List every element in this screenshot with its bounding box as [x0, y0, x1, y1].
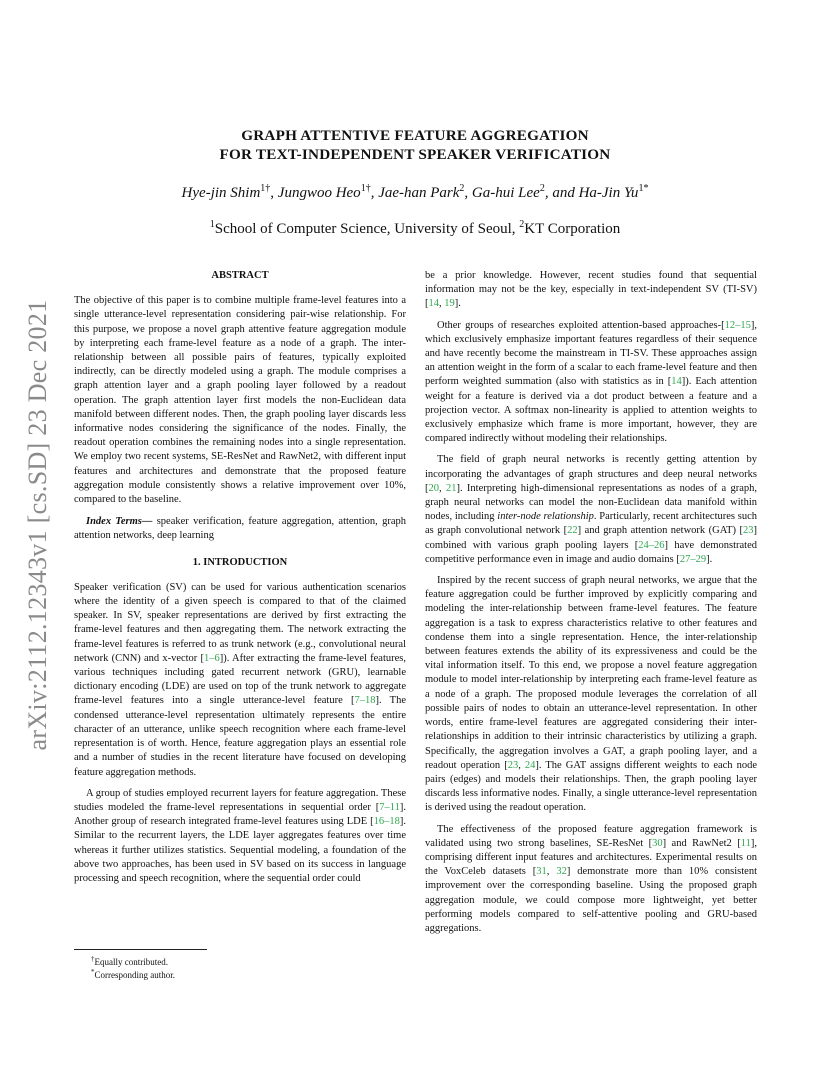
citation-link[interactable]: 19: [444, 298, 455, 310]
citation-link[interactable]: 7–11: [379, 801, 400, 813]
body-paragraph: The field of graph neural networks is recently getting attention by incorporating the advantages of graph structures and deep neural networks [20, 21]. Interpreting high-dimensional representations as nodes of a graph, graph neural networks can model the non-Euclidean data manifold within nodes, including inter-node relationship. Particularly, recent architectures such as graph convolutional network [22] and graph attention network (GAT) [23] combined with various graph pooling layers [24–26] have demonstrated competitive performance even in image and audio domains [27–29].: [425, 454, 758, 565]
affiliation-name: School of Computer Science, University of Seoul: [214, 221, 512, 237]
citation-link[interactable]: 22: [567, 525, 578, 537]
citation-link[interactable]: 24: [524, 759, 536, 771]
citation-link[interactable]: 1–6: [204, 652, 220, 664]
citation-link[interactable]: 16–18: [373, 816, 400, 828]
footnote-text: Equally contributed.: [94, 957, 168, 967]
body-paragraph: be a prior knowledge. However, recent studies found that sequential information may not be the key, especially in text-independent SV (TI-SV) [14, 19].: [425, 270, 757, 310]
intro-right-body: [425, 269, 757, 936]
citation-link[interactable]: 14: [671, 376, 682, 388]
affiliation-name: KT Corporation: [524, 221, 621, 237]
index-terms: [74, 515, 406, 543]
author-name: Jae-han Park: [378, 185, 460, 201]
author-separator: , and: [544, 185, 579, 201]
citation-link[interactable]: 12–15: [724, 319, 751, 331]
body-paragraph: The effectiveness of the proposed feature aggregation framework is validated using two strong baselines, SE-ResNet [30] and RawNet2 [11], comprising different input features and architectures. Experimental results on the VoxCeleb datasets [31, 32] demonstrate more than 10% consistent improvement over the corresponding baseline. Using the proposed graph aggregation module, we could compose more lightweight, yet better performing models compared to self-attentive pooling and GRU-based aggregations.: [425, 823, 757, 934]
citation-link[interactable]: 23: [507, 759, 519, 771]
footnote-mark: †: [91, 955, 95, 963]
citation-link[interactable]: 30: [652, 837, 663, 849]
author-separator: ,: [464, 185, 472, 201]
affiliations: [74, 215, 756, 239]
author-mark: 2: [539, 183, 545, 194]
citation-link[interactable]: 27–29: [679, 553, 707, 565]
footnote-rule: [74, 949, 207, 950]
author-separator: ,: [270, 185, 278, 201]
author-mark: 2: [459, 183, 465, 194]
abstract-heading: ABSTRACT: [211, 270, 269, 281]
intro-heading: 1. INTRODUCTION: [192, 556, 288, 568]
right-column: [425, 269, 757, 936]
affiliation-separator: ,: [511, 221, 520, 237]
body-paragraph: Other groups of researches exploited attention-based approaches-[12–15], which exclusively emphasize important features regardless of their sequence and have recently become the mainstream in TI-SV. These approaches assign an attention weight in the form of a scalar to each frame-level feature and then perform weighted summation (also with statistics as in [14]). Each attention weight for a feature is derived via a dot product between a feature and a projection vector. A softmax non-linearity is applied to attention weights to exclusively emphasize which frame is more important, however, they are compared indirectly without modeling their relationships.: [425, 319, 757, 445]
author-mark: 1†: [360, 183, 371, 194]
body-paragraph: Inspired by the recent success of graph neural networks, we argue that the feature aggregation could be further improved by explicitly comparing and modeling the inter-relationship between frame-level features. The feature aggregation is a task to express characteristics relative to other features and condense them into a single representation. Hence, the inter-relationship between features extends the ability of its expressiveness and could be the vital information itself. To this end, we propose a novel feature aggregation module to model inter-relationship by interpreting each frame-level feature as a node of a graph. The proposed module leverages the correlation of all possible pairs of nodes to obtain an utterance-level representation. In other words, entire frame-level features are aggregated considering their inter-relationships in addition to their intrinsic characteristics by utilizing a graph. Specifically, the aggregation involves a GAT, a graph pooling layer, and a readout operation [23, 24]. The GAT assigns different weights to each node pairs (edges) and models their relationships. Then, the graph pooling layer discards less informative nodes. Finally, a single utterance-level representation is derived using the readout operation.: [425, 575, 758, 814]
paper-title-line-1: GRAPH ATTENTIVE FEATURE AGGREGATION: [241, 127, 589, 144]
citation-link[interactable]: 20: [428, 482, 439, 494]
body-paragraph: Speaker verification (SV) can be used for various authentication scenarios where the identity of a given speech is compared to that of the claimed speaker. In SV, speaker representations are derived by first extracting the frame-level features and then aggregating them. The network extracting the frame-level features is referred to as trunk network (e.g., convolutional neural network (CNN) and x-vector [1–6]). After extracting the frame-level features, various techniques including gated recurrent network (GRU), learnable dictionary encoding (LDE) are used on top of the trunk network to aggregate frame-level features into a single utterance-level feature [7–18]. The condensed utterance-level representation ultimately represents the entire character of an utterance, unlike speech recognition where each frame-level representation is of worth. Hence, feature aggregation plays an essential role and a number of studies in the recent literature have focused on developing feature aggregation methods.: [74, 581, 406, 778]
citation-link[interactable]: 11: [740, 837, 751, 849]
author-mark: 1†: [260, 183, 271, 194]
citation-link[interactable]: 31: [536, 866, 547, 878]
body-paragraph: A group of studies employed recurrent layers for feature aggregation. These studies modeled the frame-level representations in sequential order [7–11]. Another group of research integrated frame-level features using LDE [16–18]. Similar to the recurrent layers, the LDE layer aggregates features over time whereas it further utilizes statistics. Sequential modeling, a foundation of the above two approaches, has been used in SV based on its success in language processing and speech recognition, where the sequential order could: [74, 787, 406, 884]
author-list: [74, 179, 756, 203]
footnote-corresponding-author: [91, 966, 175, 981]
citation-link[interactable]: 21: [445, 482, 457, 494]
author-separator: ,: [370, 185, 379, 201]
paper-title-line-2: FOR TEXT-INDEPENDENT SPEAKER VERIFICATION: [219, 146, 611, 163]
arxiv-stamp: [18, 290, 58, 760]
citation-link[interactable]: 14: [428, 298, 439, 310]
abstract-text: The objective of this paper is to combine multiple frame-level features into a single utterance-level representation considering pair-wise relationship. For this purpose, we propose a novel graph attentive feature aggregation module by interpreting each frame-level feature as a node of a graph. The inter-relationship between all possible pairs of features, typically exploited indirectly, can be directly modeled using a graph. The module comprises a graph attention layer and a graph pooling layer followed by a readout operation. The graph attention layer first models the non-Euclidean data manifold between different nodes. Then, the graph pooling layer discards less informative nodes considering the significance of the nodes. Finally, the readout operation combines the remaining nodes into a single representation. We employ two recent systems, SE-ResNet and RawNet2, with different input features and architectures and demonstrate that the proposed feature aggregation module consistently shows a relative improvement over 10%, compared to the baseline.: [74, 295, 406, 506]
author-name: Ha-Jin Yu: [578, 185, 639, 201]
author-name: Ga-hui Lee: [471, 185, 540, 201]
author-name: Jungwoo Heo: [277, 185, 361, 201]
left-column: [74, 269, 406, 886]
affiliation-mark: 2: [519, 219, 525, 230]
emphasized-text: inter-node relationship: [497, 511, 594, 523]
arxiv-stamp-text: arXiv:2112.12343v1 [cs.SD] 23 Dec 2021: [23, 299, 52, 751]
citation-link[interactable]: 32: [556, 866, 567, 878]
intro-left-body: [74, 581, 406, 886]
citation-link[interactable]: 23: [743, 525, 754, 537]
author-name: Hye-jin Shim: [181, 185, 261, 201]
affiliation-mark: 1: [209, 219, 215, 230]
author-mark: 1*: [638, 183, 649, 194]
index-terms-text: speaker verification, feature aggregation, attention, graph attention networks, deep learning: [74, 516, 406, 542]
citation-link[interactable]: 24–26: [638, 539, 665, 551]
footnote-text: Corresponding author.: [94, 970, 175, 980]
footnote-mark: *: [91, 968, 95, 976]
index-terms-label: Index Terms—: [86, 516, 153, 528]
citation-link[interactable]: 7–18: [354, 695, 376, 707]
